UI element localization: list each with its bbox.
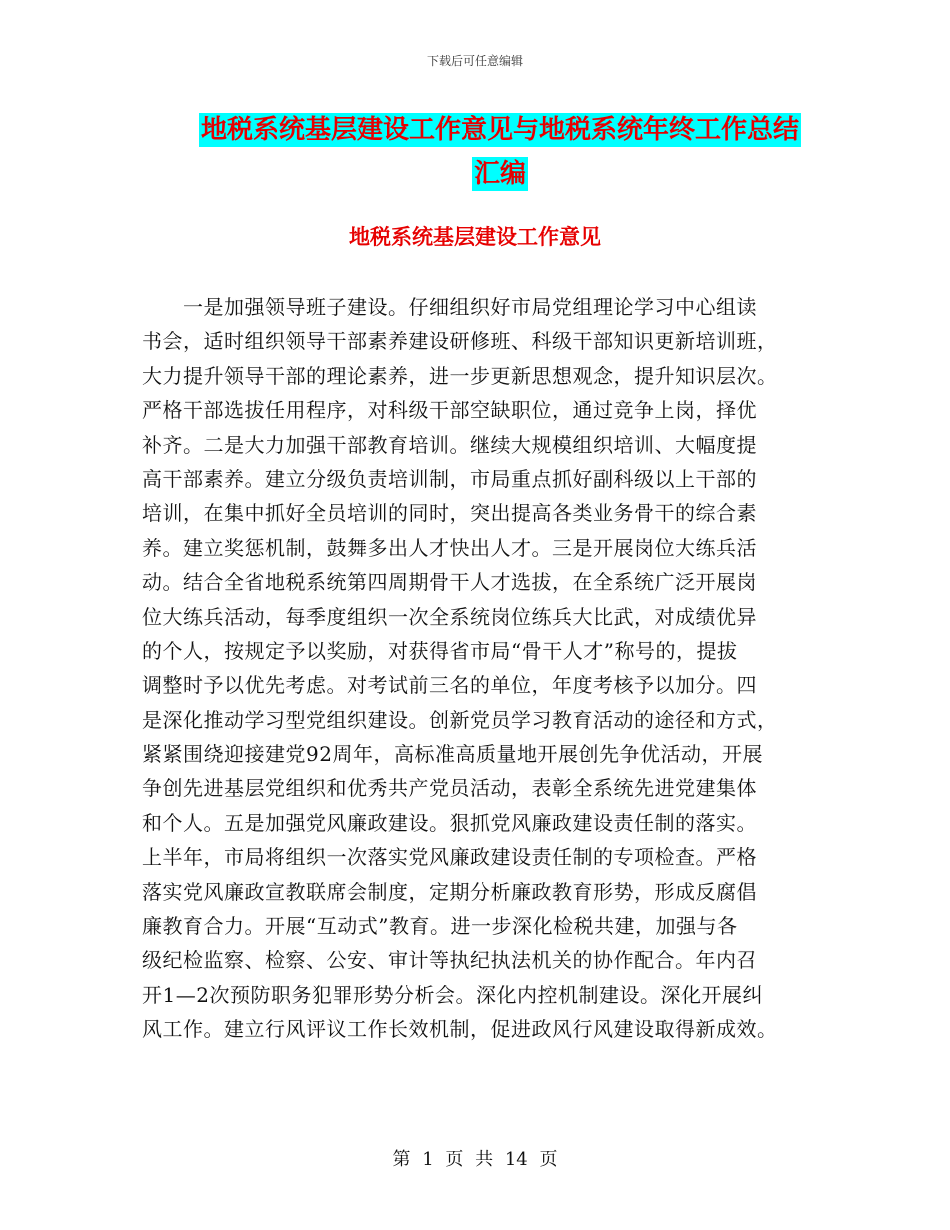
body-line: 书会，适时组织领导干部素养建设研修班、科级干部知识更新培训班， xyxy=(142,329,778,354)
body-line: 争创先进基层党组织和优秀共产党员活动，表彰全系统先进党建集体 xyxy=(142,776,757,801)
body-line: 养。建立奖惩机制，鼓舞多出人才快出人才。三是开展岗位大练兵活 xyxy=(142,535,757,560)
page-header-note: 下载后可任意编辑 xyxy=(426,54,523,68)
body-line: 高干部素养。建立分级负责培训制，市局重点抓好副科级以上干部的 xyxy=(142,466,757,491)
body-line: 开1—2次预防职务犯罪形势分析会。深化内控机制建设。深化开展纠 xyxy=(142,982,763,1007)
body-line: 级纪检监察、检察、公安、审计等执纪执法机关的协作配合。年内召 xyxy=(142,948,757,973)
body-line: 的个人，按规定予以奖励，对获得省市局“骨干人才”称号的，提拔 xyxy=(142,638,738,663)
body-line: 紧紧围绕迎接建党92周年，高标准高质量地开展创先争优活动，开展 xyxy=(142,742,763,767)
document-title-line-2: 汇编 xyxy=(473,159,526,189)
body-line: 严格干部选拔任用程序，对科级干部空缺职位，通过竞争上岗，择优 xyxy=(142,398,757,423)
body-line: 补齐。二是大力加强干部教育培训。继续大规模组织培训、大幅度提 xyxy=(142,432,757,457)
document-title-line-1: 地税系统基层建设工作意见与地税系统年终工作总结 xyxy=(200,115,799,145)
body-line: 上半年，市局将组织一次落实党风廉政建设责任制的专项检查。严格 xyxy=(142,845,757,870)
body-line: 风工作。建立行风评议工作长效机制，促进政风行风建设取得新成效。 xyxy=(142,1017,778,1042)
body-line: 和个人。五是加强党风廉政建设。狠抓党风廉政建设责任制的落实。 xyxy=(142,810,757,835)
body-line: 廉教育合力。开展“互动式”教育。进一步深化检税共建，加强与各 xyxy=(142,914,738,939)
page-number: 第 1 页 共 14 页 xyxy=(392,1149,558,1170)
section-title: 地税系统基层建设工作意见 xyxy=(349,225,601,249)
body-paragraph xyxy=(142,290,808,1047)
body-line: 培训，在集中抓好全员培训的同时，突出提高各类业务骨干的综合素 xyxy=(142,501,757,526)
body-line: 位大练兵活动，每季度组织一次全系统岗位练兵大比武，对成绩优异 xyxy=(142,604,757,629)
body-line: 大力提升领导干部的理论素养，进一步更新思想观念，提升知识层次。 xyxy=(142,363,778,388)
document-title xyxy=(190,108,810,196)
body-line: 一是加强领导班子建设。仔细组织好市局党组理论学习中心组读 xyxy=(142,295,757,319)
body-line: 动。结合全省地税系统第四周期骨干人才选拔，在全系统广泛开展岗 xyxy=(142,570,757,595)
body-line: 落实党风廉政宣教联席会制度，定期分析廉政教育形势，形成反腐倡 xyxy=(142,879,757,904)
body-line: 调整时予以优先考虑。对考试前三名的单位，年度考核予以加分。四 xyxy=(142,673,757,698)
body-line: 是深化推动学习型党组织建设。创新党员学习教育活动的途径和方式， xyxy=(142,707,778,732)
